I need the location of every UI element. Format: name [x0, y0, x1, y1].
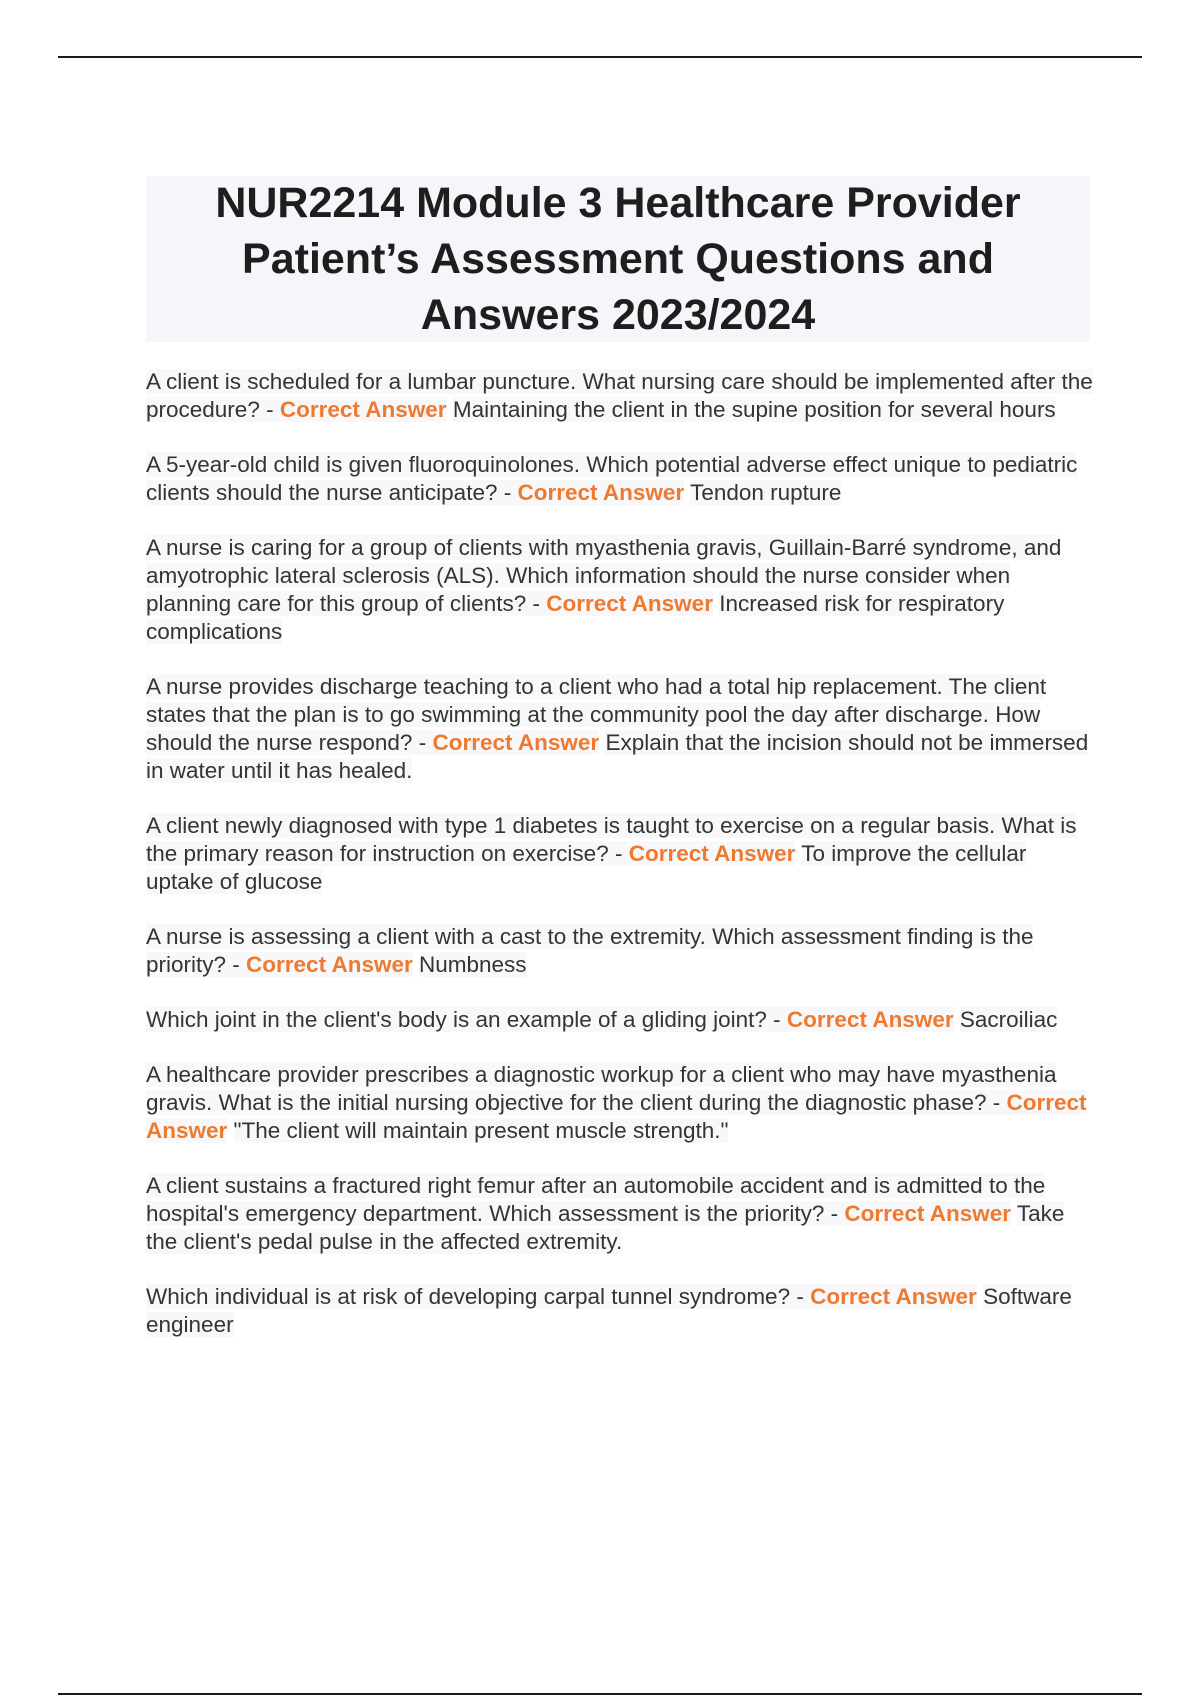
question-text: Which individual is at risk of developing carpal tunnel syndrome?: [146, 1284, 791, 1309]
correct-answer-label: Correct Answer: [279, 397, 447, 422]
answer-text: "The client will maintain present muscle strength.": [233, 1118, 729, 1143]
top-rule: [58, 56, 1142, 58]
qa-item: [146, 368, 1096, 424]
answer-text: Take the client's pedal pulse in the affected extremity.: [146, 1201, 1065, 1254]
question-text: A nurse provides discharge teaching to a client who had a total hip replacement. The client states that the plan is to go swimming at the community pool the day after discharge. How should the nurse respond?: [146, 674, 1047, 755]
question-text: A healthcare provider prescribes a diagnostic workup for a client who may have myasthenia gravis. What is the initial nursing objective for the client during the diagnostic phase?: [146, 1062, 1057, 1115]
qa-item: [146, 923, 1096, 979]
separator: -: [986, 1090, 1007, 1115]
separator: -: [608, 841, 629, 866]
title-banner: [146, 176, 1090, 342]
separator: -: [497, 480, 518, 505]
question-text: A nurse is assessing a client with a cast to the extremity. Which assessment finding is the priority?: [146, 924, 1034, 977]
correct-answer-label: Correct Answer: [432, 730, 600, 755]
correct-answer-label: Correct Answer: [517, 480, 685, 505]
qa-item: [146, 812, 1096, 896]
qa-item: [146, 1172, 1096, 1256]
correct-answer-label: Correct Answer: [786, 1007, 954, 1032]
question-text: A 5-year-old child is given fluoroquinolones. Which potential adverse effect unique to pediatric clients should the nurse anticipate?: [146, 452, 1078, 505]
separator: -: [790, 1284, 811, 1309]
answer-text: Tendon rupture: [690, 480, 842, 505]
correct-answer-label: Correct Answer: [146, 1090, 1087, 1143]
qa-item: [146, 673, 1096, 785]
separator: -: [766, 1007, 787, 1032]
qa-list: [146, 368, 1096, 1366]
question-text: A client is scheduled for a lumbar puncture. What nursing care should be implemented after the procedure?: [146, 369, 1093, 422]
question-text: A nurse is caring for a group of clients with myasthenia gravis, Guillain-Barré syndrome, and amyotrophic lateral sclerosis (ALS). Which information should the nurse consider when planning care for this group of clients?: [146, 535, 1062, 616]
answer-text: Numbness: [419, 952, 527, 977]
qa-item: [146, 534, 1096, 646]
document-title: NUR2214 Module 3 Healthcare Provider Patient’s Assessment Questions and Answers 2023/2024: [215, 179, 1021, 339]
separator: -: [226, 952, 247, 977]
correct-answer-label: Correct Answer: [810, 1284, 977, 1309]
correct-answer-label: Correct Answer: [546, 591, 713, 616]
qa-item: [146, 1006, 1096, 1034]
correct-answer-label: Correct Answer: [628, 841, 796, 866]
answer-text: Software engineer: [146, 1284, 1072, 1337]
qa-item: [146, 1283, 1096, 1339]
question-text: Which joint in the client's body is an example of a gliding joint?: [146, 1007, 767, 1032]
qa-item: [146, 451, 1096, 507]
answer-text: Increased risk for respiratory complications: [146, 591, 1005, 644]
answer-text: Maintaining the client in the supine position for several hours: [452, 397, 1056, 422]
correct-answer-label: Correct Answer: [844, 1201, 1012, 1226]
separator: -: [824, 1201, 845, 1226]
question-text: A client newly diagnosed with type 1 diabetes is taught to exercise on a regular basis. What is the primary reason for instruction on exercise?: [146, 813, 1077, 866]
correct-answer-label: Correct Answer: [246, 952, 413, 977]
question-text: A client sustains a fractured right femur after an automobile accident and is admitted to the hospital's emergency department. Which assessment is the priority?: [146, 1173, 1046, 1226]
answer-text: Sacroiliac: [959, 1007, 1058, 1032]
answer-text: To improve the cellular uptake of glucose: [146, 841, 1027, 894]
separator: -: [259, 397, 280, 422]
bottom-rule: [58, 1693, 1142, 1695]
answer-text: Explain that the incision should not be immersed in water until it has healed.: [146, 730, 1089, 783]
separator: -: [412, 730, 433, 755]
qa-item: [146, 1061, 1096, 1145]
separator: -: [526, 591, 547, 616]
